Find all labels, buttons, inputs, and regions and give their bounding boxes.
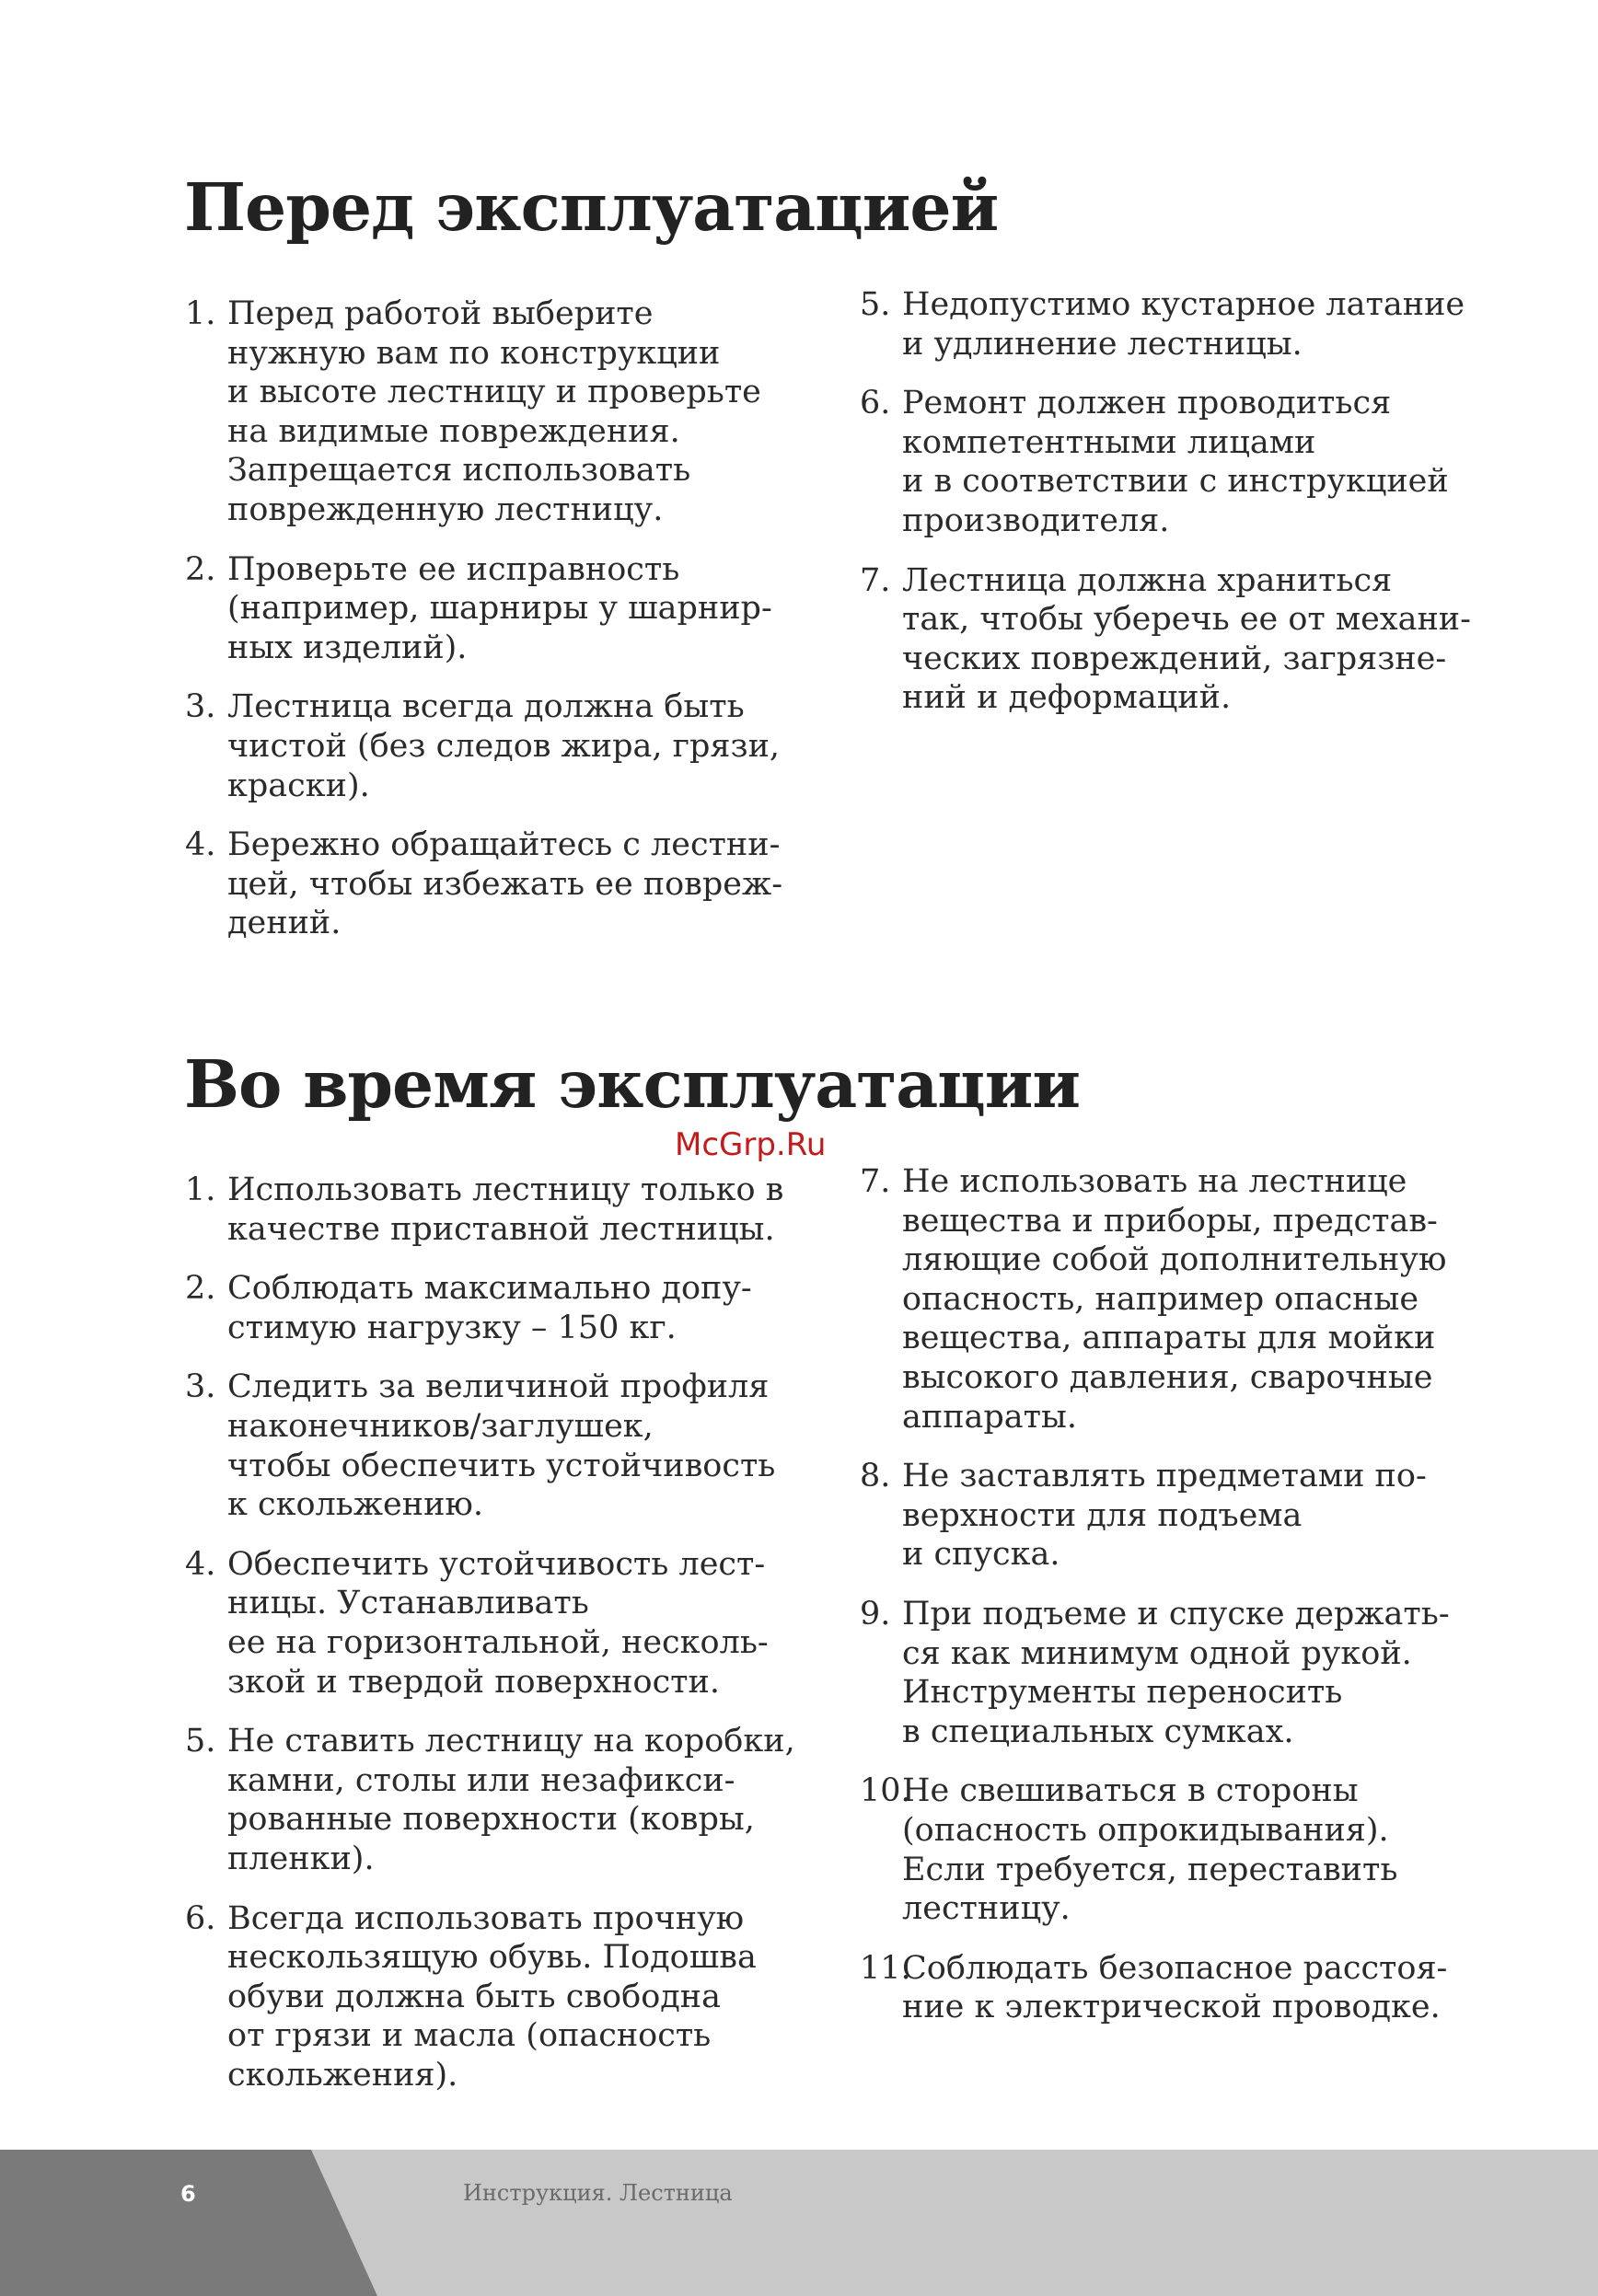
footer-document-title: Инструкция. Лестница xyxy=(463,2180,733,2206)
list-item xyxy=(860,1595,1504,1751)
list-item-number: 5. xyxy=(185,1723,216,1760)
list-item-text: Лестница должна храниться так, чтобы уберечь ее от механи- ческих повреждений, загрязне- ний и деформаций. xyxy=(902,561,1471,717)
page-number: 6 xyxy=(180,2181,196,2207)
list-item-number: 1. xyxy=(185,1171,216,1208)
list-item xyxy=(185,1269,829,1347)
section-title-before-use: Перед эксплуатацией xyxy=(184,168,999,246)
footer-page-tab xyxy=(0,2150,377,2296)
list-item-number: 2. xyxy=(185,1270,216,1308)
list-item-text: Перед работой выберите нужную вам по конструкции и высоте лестницу и проверьте на видимые повреждения. Запрещается использовать поврежденную лестницу. xyxy=(227,295,761,528)
list-item-text: Использовать лестницу только в качестве приставной лестницы. xyxy=(227,1171,784,1248)
during-use-list-right xyxy=(860,1162,1504,2048)
list-item-number: 3. xyxy=(185,1368,216,1406)
list-item-text: Ремонт должен проводиться компетентными лицами и в соответствии с инструкцией производителя. xyxy=(902,385,1449,539)
list-item xyxy=(860,1771,1504,1928)
list-item xyxy=(185,1545,829,1702)
list-item xyxy=(185,294,829,530)
list-item-text: Не заставлять предметами по- верхности для подъема и спуска. xyxy=(902,1458,1427,1574)
list-item-text: Обеспечить устойчивость лест- ницы. Устанавливать ее на горизонтальной, несколь- зкой и твердой поверхности. xyxy=(227,1545,769,1701)
list-item xyxy=(185,687,829,805)
before-use-list-left xyxy=(185,294,829,963)
list-item xyxy=(185,1899,829,2095)
list-item-number: 4. xyxy=(185,826,216,864)
list-item-number: 2. xyxy=(185,550,216,588)
list-item xyxy=(860,561,1504,718)
list-item-number: 6. xyxy=(860,385,891,422)
list-item xyxy=(860,384,1504,540)
list-item-number: 10. xyxy=(860,1772,911,1810)
list-item-text: Проверьте ее исправность (например, шарниры у шарнир- ных изделий). xyxy=(227,550,772,666)
list-item xyxy=(185,550,829,668)
list-item-number: 3. xyxy=(185,688,216,726)
list-item-text: Не ставить лестницу на коробки, камни, столы или незафикси- рованные поверхности (ковры, пленки). xyxy=(227,1723,795,1877)
list-item-text: Не свешиваться в стороны (опасность опрокидывания). Если требуется, переставить лестницу. xyxy=(902,1772,1398,1928)
list-item-number: 7. xyxy=(860,561,891,599)
list-item-text: Недопустимо кустарное латание и удлинение лестницы. xyxy=(902,286,1465,363)
list-item xyxy=(860,285,1504,363)
section-title-during-use: Во время эксплуатации xyxy=(184,1045,1081,1123)
list-item-number: 7. xyxy=(860,1163,891,1200)
list-item-number: 8. xyxy=(860,1458,891,1495)
list-item-number: 4. xyxy=(185,1545,216,1583)
watermark: McGrp.Ru xyxy=(675,1126,827,1163)
during-use-list-left xyxy=(185,1171,829,2115)
before-use-list-right xyxy=(860,285,1504,738)
list-item xyxy=(185,1171,829,1249)
list-item-text: Всегда использовать прочную нескользящую обувь. Подошва обуви должна быть свободна от грязи и масла (опасность скольжения). xyxy=(227,1899,757,2094)
list-item-number: 5. xyxy=(860,286,891,323)
list-item-text: Не использовать на лестнице вещества и приборы, представ- ляющие собой дополнительную опасность, например опасные вещества, аппараты для мойки высокого давления, сварочные аппараты. xyxy=(902,1163,1447,1436)
list-item-number: 1. xyxy=(185,295,216,332)
list-item-text: Соблюдать максимально допу- стимую нагрузку – 150 кг. xyxy=(227,1270,752,1346)
list-item-text: Следить за величиной профиля наконечников/заглушек, чтобы обеспечить устойчивость к скольжению. xyxy=(227,1368,776,1524)
list-item-text: Бережно обращайтесь с лестни- цей, чтобы избежать ее повреж- дений. xyxy=(227,826,783,942)
list-item-number: 9. xyxy=(860,1595,891,1633)
list-item xyxy=(185,1722,829,1878)
list-item xyxy=(860,1457,1504,1575)
list-item xyxy=(860,1949,1504,2027)
list-item-text: Соблюдать безопасное расстоя- ние к электрической проводке. xyxy=(902,1949,1448,2026)
list-item-number: 6. xyxy=(185,1899,216,1937)
list-item xyxy=(860,1162,1504,1436)
list-item xyxy=(185,1367,829,1524)
list-item-text: При подъеме и спуске держать- ся как минимум одной рукой. Инструменты переносить в специальных сумках. xyxy=(902,1595,1450,1750)
list-item xyxy=(185,825,829,943)
list-item-number: 11. xyxy=(860,1949,911,1987)
list-item-text: Лестница всегда должна быть чистой (без следов жира, грязи, краски). xyxy=(227,688,781,804)
